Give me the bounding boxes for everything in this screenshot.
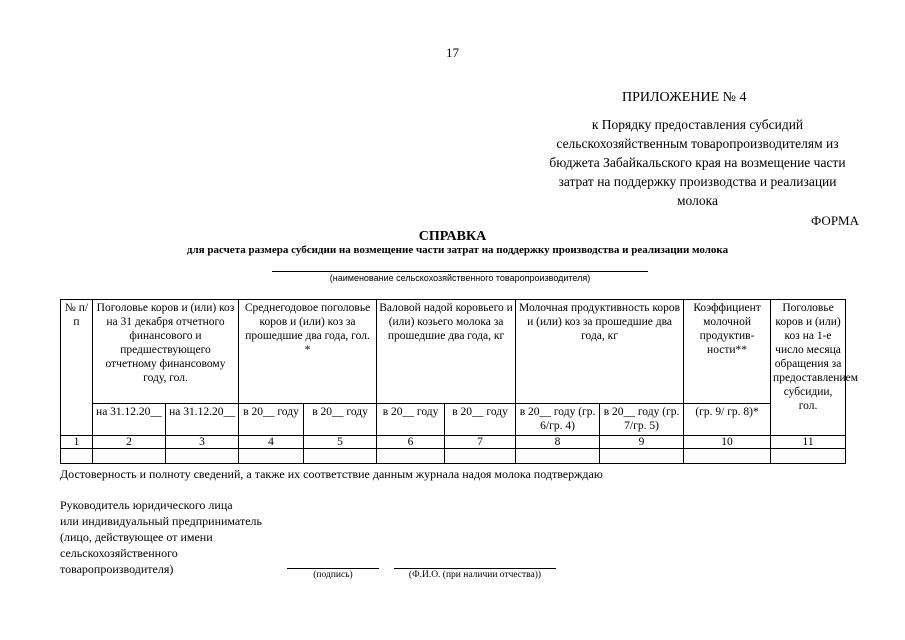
column-number: 2 [93, 436, 166, 449]
table-cell[interactable] [239, 449, 304, 464]
table-subheader-row [61, 404, 846, 436]
column-number: 10 [684, 436, 771, 449]
table-cell[interactable] [166, 449, 239, 464]
signer-line: (лицо, действующее от имени [60, 530, 213, 544]
column-number: 8 [516, 436, 600, 449]
header-number: № п/п [61, 300, 93, 436]
table-cell[interactable] [61, 449, 93, 464]
document-subtitle: для расчета размера субсидии на возмещение части затрат на поддержку производства и реализации молока [186, 244, 729, 256]
table-cell[interactable] [771, 449, 846, 464]
column-number: 9 [600, 436, 684, 449]
appendix-subtitle-line: бюджета Забайкальского края на возмещение части [549, 155, 846, 170]
producer-name-line [272, 271, 648, 272]
header-avg-annual: Среднегодовое поголовье коров и (или) коз за прошедшие два года, гол. * [239, 300, 377, 404]
document-title: СПРАВКА [418, 229, 487, 244]
subheader-cell: (гр. 9/ гр. 8)* [684, 404, 771, 436]
subheader-cell: в 20__ году [239, 404, 304, 436]
column-number: 5 [304, 436, 377, 449]
table-cell[interactable] [600, 449, 684, 464]
signer-line: сельскохозяйственного [60, 546, 178, 560]
subheader-cell: в 20__ году (гр. 7/гр. 5) [600, 404, 684, 436]
signer-line: или индивидуальный предприниматель [60, 514, 262, 528]
appendix-subtitle-line: молока [677, 193, 718, 208]
table-cell[interactable] [684, 449, 771, 464]
subheader-cell: на 31.12.20__ [166, 404, 239, 436]
signature-caption: (подпись) [313, 570, 353, 580]
signer-line: товаропроизводителя) [60, 562, 174, 576]
column-number: 7 [445, 436, 516, 449]
full-name-caption: (Ф.И.О. (при наличии отчества)) [408, 570, 542, 580]
table-cell[interactable] [516, 449, 600, 464]
column-number: 6 [377, 436, 445, 449]
appendix-subtitle-line: к Порядку предоставления субсидий [591, 117, 804, 132]
header-coefficient: Коэффициент молочной продуктив-ности** [684, 300, 771, 404]
column-number: 11 [771, 436, 846, 449]
table-cell[interactable] [93, 449, 166, 464]
appendix-subtitle-line: затрат на поддержку производства и реализации [558, 174, 837, 189]
subsidy-table [60, 299, 858, 464]
header-livestock-dec31: Поголовье коров и (или) коз на 31 декабря отчетного финансового и предшествующего отчетному финансовому году, гол. [93, 300, 239, 404]
table-cell[interactable] [445, 449, 516, 464]
appendix-subtitle-line: сельскохозяйственным товаропроизводителям из [556, 136, 839, 151]
subheader-cell: в 20__ году [304, 404, 377, 436]
table-row [61, 449, 846, 464]
form-label: ФОРМА [811, 213, 859, 228]
confirmation-statement: Достоверность и полноту сведений, а также их соответствие данным журнала надоя молока подтверждаю [60, 467, 603, 481]
table-cell[interactable] [304, 449, 377, 464]
producer-caption: (наименование сельскохозяйственного товаропроизводителя) [329, 273, 591, 283]
appendix-title: ПРИЛОЖЕНИЕ № 4 [622, 90, 747, 105]
page-number: 17 [446, 45, 459, 60]
table-header-row [61, 300, 846, 404]
subheader-cell: на 31.12.20__ [93, 404, 166, 436]
column-number: 4 [239, 436, 304, 449]
header-productivity: Молочная продуктивность коров и (или) коз за прошедшие два года, кг [516, 300, 684, 404]
table-cell[interactable] [377, 449, 445, 464]
column-number: 3 [166, 436, 239, 449]
column-number: 1 [61, 436, 93, 449]
subheader-cell: в 20__ году (гр. 6/гр. 4) [516, 404, 600, 436]
signature-line[interactable] [287, 568, 379, 569]
full-name-line[interactable] [394, 568, 556, 569]
column-number-row [61, 436, 846, 449]
header-gross-yield: Валовой надой коровьего и (или) козьего молока за прошедшие два года, кг [377, 300, 516, 404]
appendix-subtitle [500, 115, 895, 210]
subheader-cell: в 20__ году [445, 404, 516, 436]
subheader-cell: в 20__ году [377, 404, 445, 436]
signer-line: Руководитель юридического лица [60, 498, 233, 512]
header-livestock-month1: Поголовье коров и (или) коз на 1-е число месяца обращения за предоставлением субсидии, гол. [771, 300, 846, 436]
signer-block [60, 497, 290, 577]
